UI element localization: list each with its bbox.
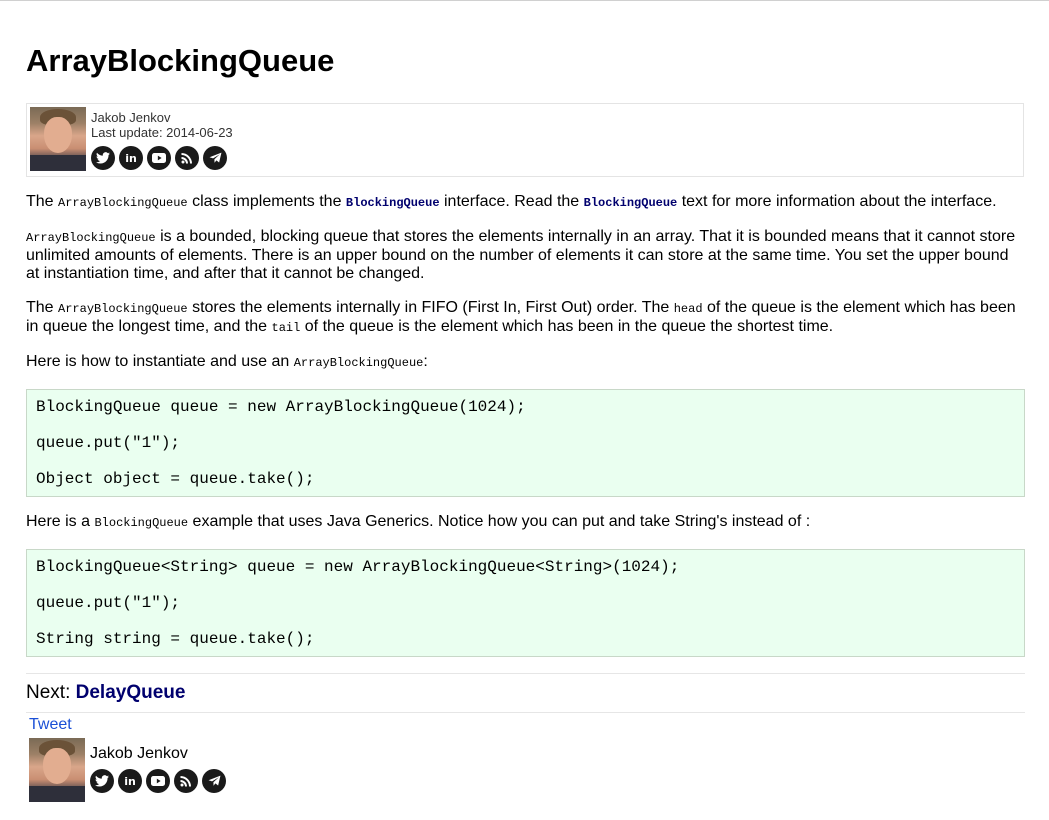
inline-code-tail: tail (271, 321, 301, 335)
author-info (91, 107, 233, 170)
text: class implements the (187, 193, 346, 210)
tweet-button[interactable]: Tweet (29, 716, 72, 733)
text: Here is a (26, 513, 95, 530)
text: of the queue is the element which has been in queue the longest time, and the (26, 299, 1016, 335)
rss-icon[interactable] (175, 146, 199, 170)
telegram-icon[interactable] (202, 769, 226, 793)
inline-code: ArrayBlockingQueue (26, 231, 156, 245)
author-footer (29, 738, 1025, 802)
text: The (26, 299, 59, 316)
next-link[interactable]: DelayQueue (75, 682, 186, 703)
author-box (26, 103, 1024, 177)
fifo-paragraph (26, 299, 1025, 337)
next-label: Next: (26, 682, 76, 703)
youtube-icon[interactable] (146, 769, 170, 793)
code-line: String string = queue.take(); (36, 630, 315, 648)
avatar (29, 738, 85, 802)
twitter-icon[interactable] (90, 769, 114, 793)
text: Here is how to instantiate and use an (26, 353, 294, 370)
code-block-generics (26, 549, 1025, 657)
social-icons (90, 769, 226, 793)
text: interface. Read the (439, 193, 584, 210)
inline-code: ArrayBlockingQueue (293, 356, 424, 370)
text: is a bounded, blocking queue that stores the elements internally in an array. That it is bounded means that it cannot store unlimited amounts of elements. There is an upper bound on the number of elements it can store at the same time. You set the upper bound at instantiation time, and after that it cannot be changed. (26, 228, 1016, 282)
divider (26, 712, 1025, 713)
article (0, 1, 1049, 802)
youtube-icon[interactable] (147, 146, 171, 170)
code-line: BlockingQueue<String> queue = new ArrayBlockingQueue<String>(1024); (36, 558, 680, 576)
code-block (26, 389, 1025, 497)
generics-paragraph (26, 513, 1025, 532)
code-line: queue.put("1"); (36, 434, 181, 452)
usage-paragraph (26, 353, 1025, 372)
blockingqueue-text-link[interactable]: BlockingQueue (583, 196, 678, 210)
text: : (423, 353, 428, 370)
inline-code: ArrayBlockingQueue (58, 196, 188, 210)
telegram-icon[interactable] (203, 146, 227, 170)
last-update: Last update: 2014-06-23 (91, 125, 233, 140)
next-nav (26, 683, 1025, 703)
social-icons (91, 146, 233, 170)
inline-code: ArrayBlockingQueue (58, 302, 188, 316)
rss-icon[interactable] (174, 769, 198, 793)
author-name[interactable]: Jakob Jenkov (91, 110, 171, 125)
intro-paragraph (26, 193, 1025, 212)
code-line: BlockingQueue queue = new ArrayBlockingQueue(1024); (36, 398, 526, 416)
text: example that uses Java Generics. Notice how you can put and take String's instead of : (188, 513, 811, 530)
divider (26, 673, 1025, 674)
twitter-icon[interactable] (91, 146, 115, 170)
text: of the queue is the element which has been in the queue the shortest time. (300, 318, 834, 335)
blockingqueue-link[interactable]: BlockingQueue (345, 196, 440, 210)
bounded-paragraph (26, 228, 1025, 283)
author-name[interactable]: Jakob Jenkov (90, 745, 188, 762)
code-line: queue.put("1"); (36, 594, 181, 612)
text: stores the elements internally in FIFO (First In, First Out) order. The (187, 299, 674, 316)
avatar (30, 107, 86, 171)
code-line: Object object = queue.take(); (36, 470, 315, 488)
text: The (26, 193, 59, 210)
linkedin-icon[interactable]: in (119, 146, 143, 170)
inline-code-head: head (673, 302, 703, 316)
inline-code: BlockingQueue (94, 516, 189, 530)
text: text for more information about the interface. (677, 193, 997, 210)
page-title: ArrayBlockingQueue (26, 43, 335, 78)
linkedin-icon[interactable]: in (118, 769, 142, 793)
